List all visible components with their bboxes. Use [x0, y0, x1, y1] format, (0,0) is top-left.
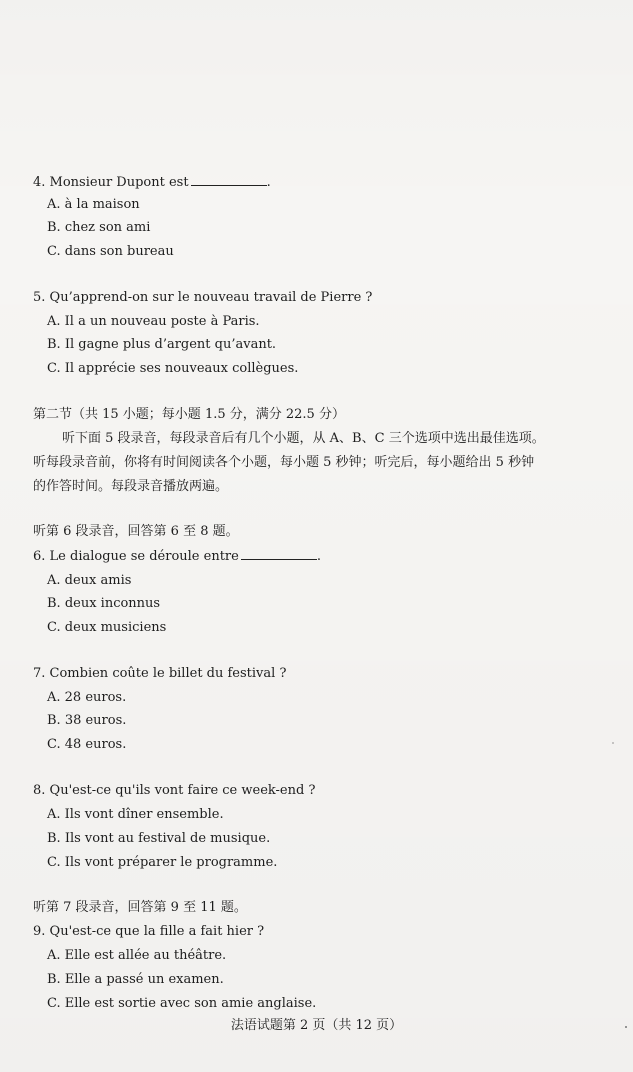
question-4-option-b: B. chez son ami	[47, 220, 151, 235]
question-8-option-c: C. Ils vont préparer le programme.	[47, 855, 278, 870]
question-4-stem: 4. Monsieur Dupont est	[33, 175, 189, 190]
question-9-option-b: B. Elle a passé un examen.	[47, 972, 224, 987]
question-9-option-c: C. Elle est sortie avec son amie anglaise.	[47, 996, 317, 1011]
page-footer: 法语试题第 2 页（共 12 页）	[230, 1018, 403, 1033]
question-7-option-c: C. 48 euros.	[47, 737, 127, 752]
answer-blank	[191, 174, 267, 186]
recording-7-instruction: 听第 7 段录音，回答第 9 至 11 题。	[33, 900, 247, 915]
question-7-stem: 7. Combien coûte le billet du festival ?	[33, 666, 287, 681]
question-4-tail: .	[266, 175, 271, 190]
question-6-option-a: A. deux amis	[47, 573, 132, 588]
scan-speck	[625, 1026, 627, 1028]
question-6-option-b: B. deux inconnus	[47, 596, 161, 611]
question-5-option-b: B. Il gagne plus d’argent qu’avant.	[47, 337, 277, 352]
question-8-option-b: B. Ils vont au festival de musique.	[47, 831, 271, 846]
question-6-option-c: C. deux musiciens	[47, 620, 167, 635]
question-7-option-a: A. 28 euros.	[47, 690, 127, 705]
question-9-option-a: A. Elle est allée au théâtre.	[47, 948, 227, 963]
question-6-stem: 6. Le dialogue se déroule entre	[33, 549, 239, 564]
section-2-heading: 第二节（共 15 小题；每小题 1.5 分，满分 22.5 分）	[33, 407, 345, 422]
question-6-tail: .	[316, 549, 321, 564]
question-9-stem: 9. Qu'est-ce que la fille a fait hier ?	[33, 924, 265, 939]
question-5-option-c: C. Il apprécie ses nouveaux collègues.	[47, 361, 299, 376]
scan-speck	[612, 742, 614, 744]
question-6	[33, 548, 321, 565]
answer-blank	[241, 548, 317, 560]
section-2-instruction-line-1: 听下面 5 段录音，每段录音后有几个小题，从 A、B、C 三个选项中选出最佳选项。	[62, 431, 545, 446]
question-4	[33, 174, 271, 191]
question-4-option-c: C. dans son bureau	[47, 244, 174, 259]
section-2-instruction-line-3: 的作答时间。每段录音播放两遍。	[33, 479, 229, 494]
question-8-stem: 8. Qu'est-ce qu'ils vont faire ce week-end ?	[33, 783, 316, 798]
question-5-stem: 5. Qu’apprend-on sur le nouveau travail de Pierre ?	[33, 290, 373, 305]
question-5-option-a: A. Il a un nouveau poste à Paris.	[47, 314, 260, 329]
question-4-option-a: A. à la maison	[47, 197, 140, 212]
question-8-option-a: A. Ils vont dîner ensemble.	[47, 807, 224, 822]
recording-6-instruction: 听第 6 段录音，回答第 6 至 8 题。	[33, 524, 239, 539]
question-7-option-b: B. 38 euros.	[47, 713, 127, 728]
section-2-instruction-line-2: 听每段录音前，你将有时间阅读各个小题，每小题 5 秒钟；听完后，每小题给出 5 秒钟	[33, 455, 535, 470]
